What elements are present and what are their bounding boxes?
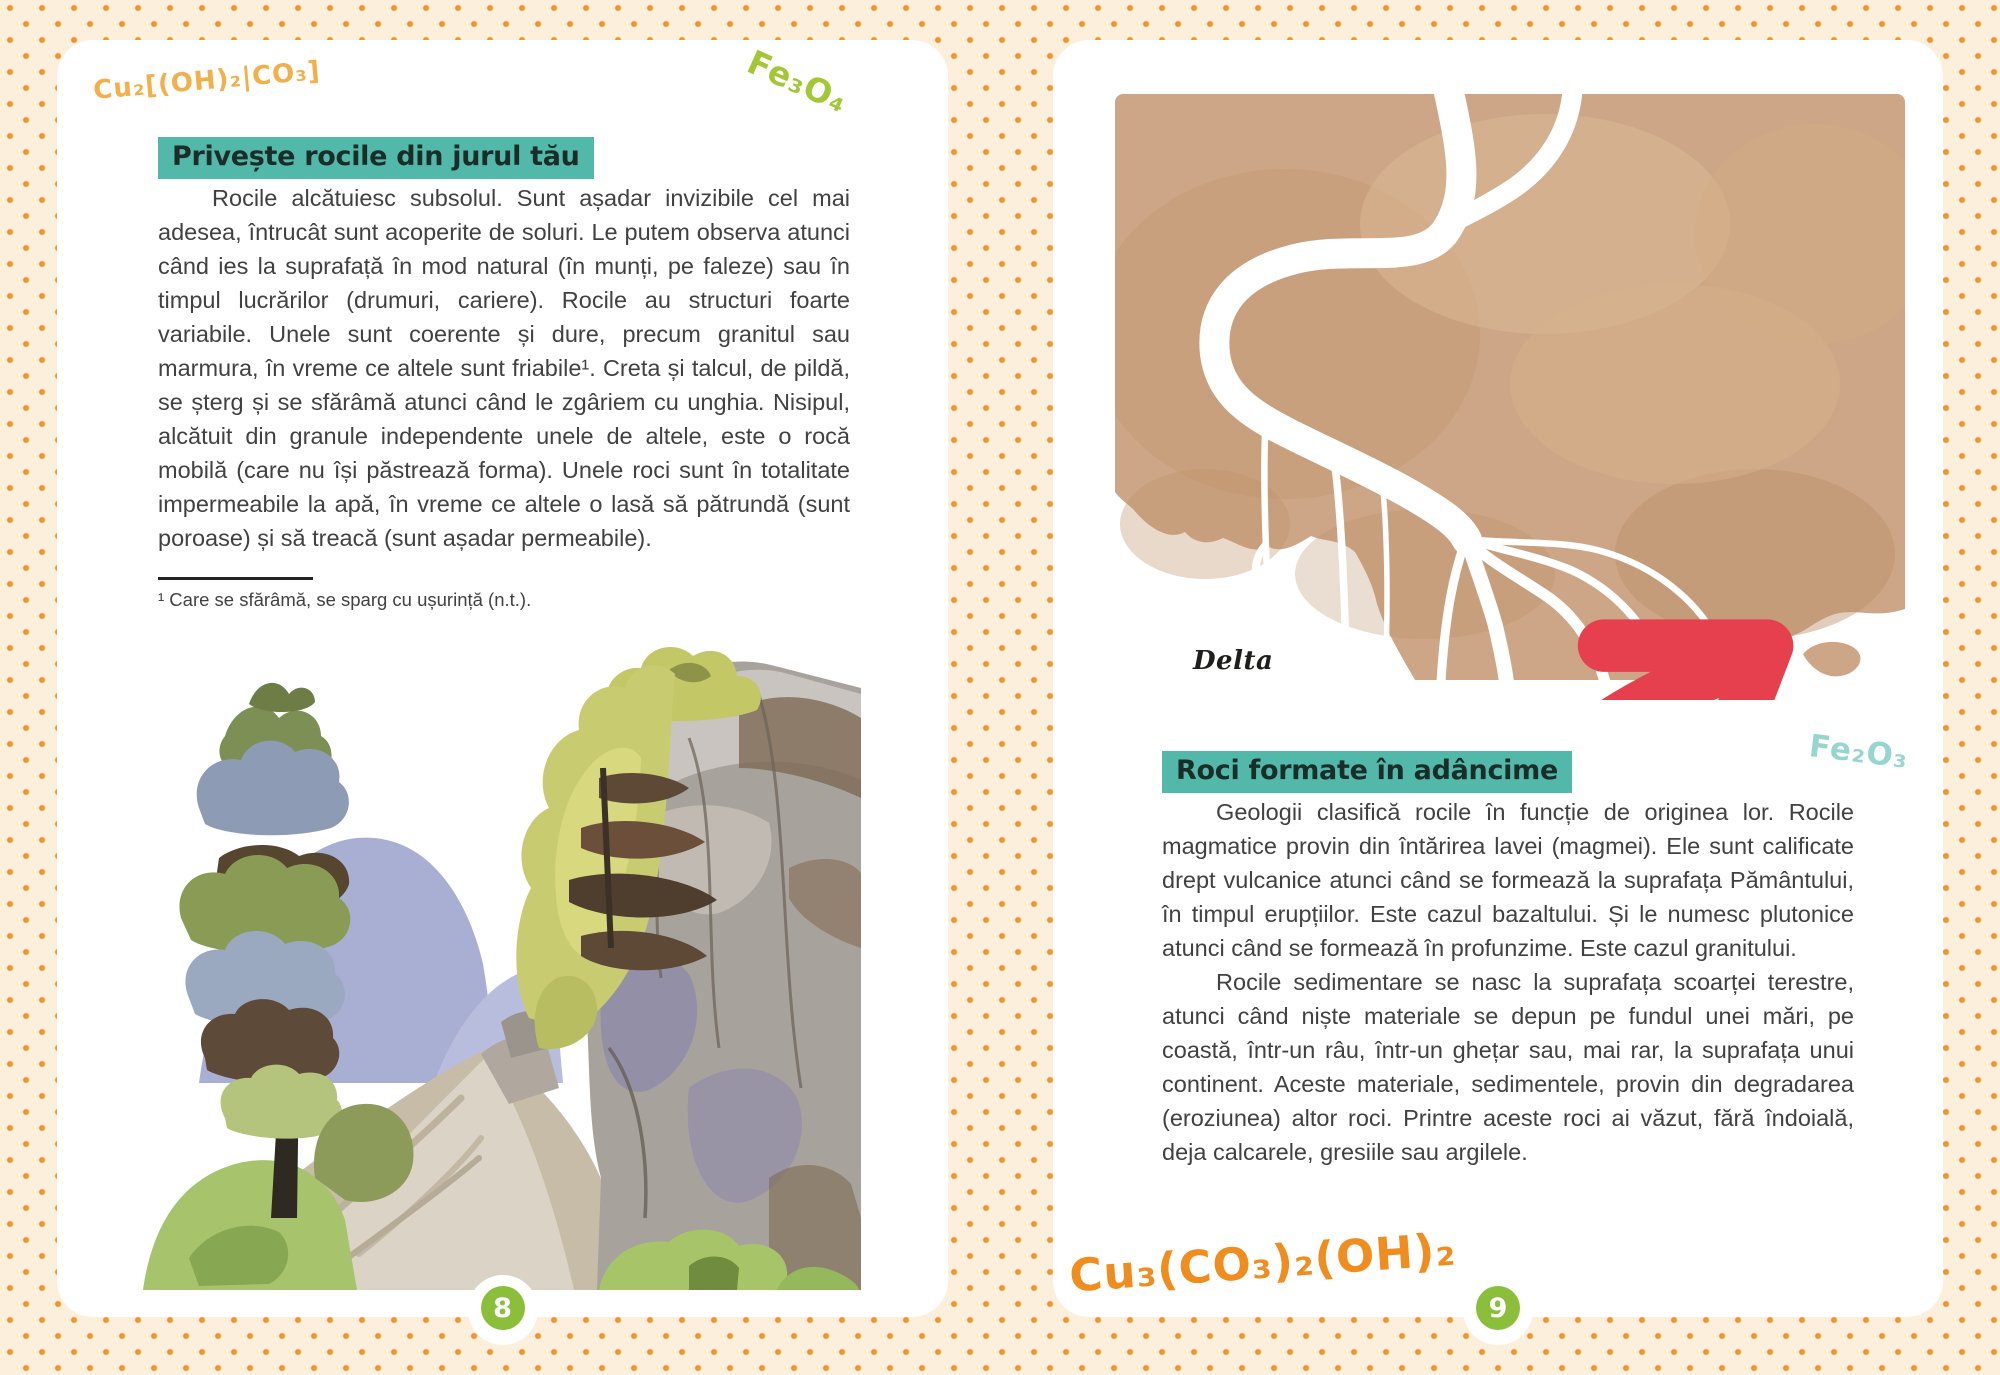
right-page — [1053, 40, 1943, 1324]
formula-hematite: Fe₂O₃ — [1807, 728, 1911, 776]
page-number-8 — [468, 1275, 538, 1345]
mountain-path-art — [129, 618, 861, 1290]
formula-magnetite: Fe₃O₄ — [741, 42, 854, 121]
left-paragraph: Rocile alcătuiesc subsolul. Sunt așadar invizibile cel mai adesea, întrucât sunt acoperite de soluri. Le putem observa atunci când ies la suprafață în mod natural (în munți, pe faleze) sau în timpul lucrărilor (drumuri, cariere). Rocile au structuri foarte variabile. Unele sunt coerente și dure, precum granitul sau marmura, în vreme ce altele sunt friabile¹. Creta și talcul, de pildă, se șterg și se sfărâmă atunci când le zgâriem cu unghia. Nisipul, alcătuit din granule independente unele de altele, este o rocă mobilă (care nu își păstrează forma). Unele roci sunt în totalitate impermeabile la apă, în vreme ce altele o lasă să pătrundă (sunt poroase) și să treacă (sunt așadar permeabile). — [158, 185, 850, 551]
delta-label: Delta — [1193, 646, 1274, 676]
page-number-9 — [1463, 1275, 1533, 1345]
delta-arrow-icon — [1209, 599, 1905, 700]
right-paragraph-2: Rocile sedimentare se nasc la suprafața scoarței terestre, atunci când niște materiale se depun pe fundul unei mări, pe coastă, într-un râu, într-un ghețar sau, mai rar, la suprafața unui continent. Aceste materiale, sedimentele, provin din degradarea (eroziunea) altor roci. Printre aceste roci ai văzut, fără îndoială, deja calcarele, gresiile sau argilele. — [1162, 969, 1854, 1165]
delta-illustration — [1115, 94, 1905, 700]
mountain-path-illustration — [129, 618, 861, 1290]
section-heading-left: Privește rocile din jurul tău — [158, 137, 594, 179]
right-paragraph-1: Geologii clasifică rocile în funcție de originea lor. Rocile magmatice provin din întărirea lavei (magmei). Ele sunt calificate drept vulcanice atunci când se formează la suprafața Pământului, în timpul erupțiilor. Este cazul bazaltului. Și le numesc plutonice atunci când se formează în profunzime. Este cazul granitului. — [1162, 799, 1854, 961]
left-body-text — [158, 181, 850, 555]
section-heading-right: Roci formate în adâncime — [1162, 751, 1572, 793]
footnote-text: ¹ Care se sfărâmă, se sparg cu ușurință (n.t.). — [158, 589, 532, 610]
formula-malachite-top: Cu₂[(OH)₂|CO₃] — [92, 56, 322, 106]
left-page — [57, 40, 948, 1324]
formula-azurite-bottom: Cu₃(CO₃)₂(OH)₂ — [1067, 1222, 1458, 1303]
footnote-rule — [158, 577, 313, 580]
page-number-badge: 9 — [1476, 1286, 1520, 1330]
page-number-badge: 8 — [481, 1286, 525, 1330]
right-body-text — [1162, 795, 1854, 1169]
